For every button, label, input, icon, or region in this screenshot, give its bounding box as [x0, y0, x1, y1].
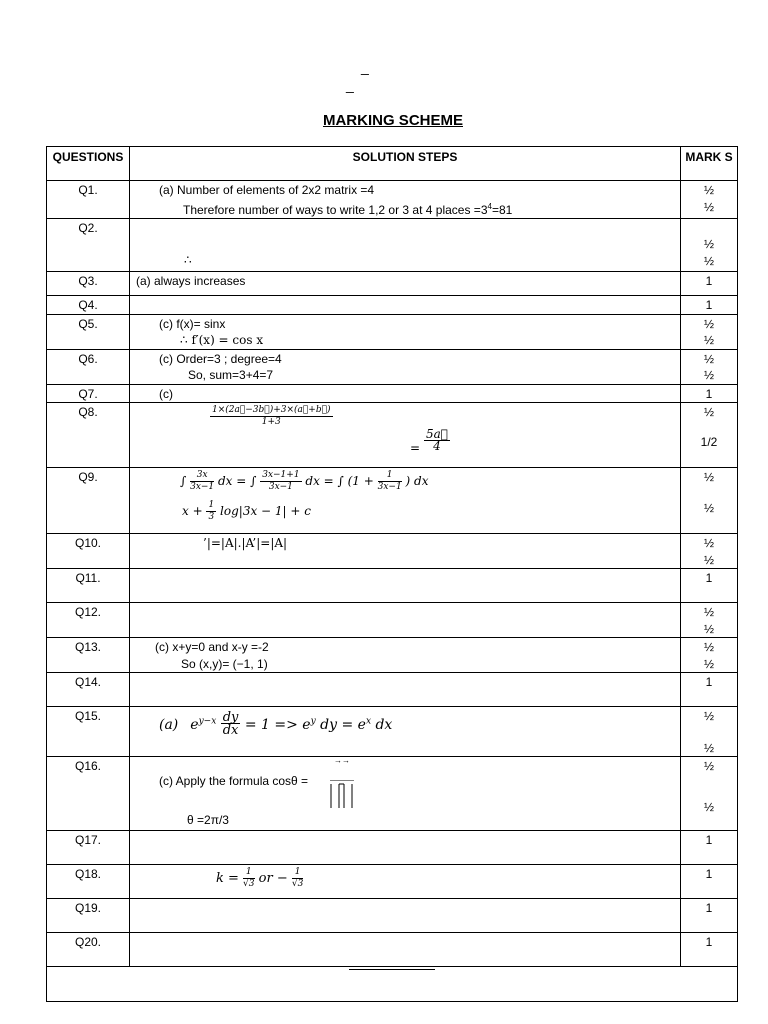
footer-rule	[349, 969, 435, 970]
marks-cell	[681, 296, 738, 315]
table-row	[47, 757, 738, 831]
mark: 1/2	[700, 434, 718, 449]
table-row	[47, 296, 738, 315]
math-text: dy = e	[320, 717, 366, 733]
fraction-numerator: 5a⃗	[426, 427, 448, 441]
solution-line	[159, 199, 680, 219]
marks-cell	[681, 534, 738, 569]
marks-cell	[681, 349, 738, 384]
mark: 1	[705, 833, 713, 847]
marks-cell	[681, 831, 738, 865]
mark: 1	[705, 935, 713, 949]
fraction-denominator: 4	[433, 439, 441, 453]
therefore-symbol: ∴	[184, 253, 192, 267]
solution-cell	[130, 865, 681, 899]
marks-cell	[681, 181, 738, 219]
vector-arrows: →→	[334, 756, 350, 765]
table-row	[47, 534, 738, 569]
table-header-row	[47, 147, 738, 181]
solution-cell	[130, 831, 681, 865]
marks-cell	[681, 603, 738, 638]
mark: 1	[705, 274, 713, 288]
solution-cell	[130, 707, 681, 757]
solution-cell	[130, 673, 681, 707]
math-text: log|3x − 1| + c	[220, 504, 311, 518]
question-number: Q16.	[47, 757, 130, 831]
question-number: Q4.	[47, 296, 130, 315]
question-number: Q10.	[47, 534, 130, 569]
mark: ½	[703, 740, 714, 755]
solution-cell	[130, 603, 681, 638]
fraction-numerator: 3x−1+1	[262, 470, 300, 480]
math-text: x +	[182, 504, 203, 518]
table-row	[47, 181, 738, 219]
page-title: MARKING SCHEME	[322, 112, 463, 129]
table-row	[47, 569, 738, 603]
solution-cell	[130, 403, 681, 468]
solution-cell	[130, 296, 681, 315]
mark: ½	[703, 605, 714, 619]
mark: ½	[703, 709, 714, 723]
question-number: Q17.	[47, 831, 130, 865]
col-header-marks: MARK S	[681, 147, 738, 181]
question-number: Q9.	[47, 468, 130, 534]
math-text: = 1 => e	[244, 717, 311, 733]
question-number: Q11.	[47, 569, 130, 603]
solution-cell	[130, 569, 681, 603]
table-row	[47, 603, 738, 638]
header-dash: _	[361, 59, 369, 75]
solution-cell	[130, 468, 681, 534]
question-number: Q14.	[47, 673, 130, 707]
fraction	[210, 405, 333, 428]
table-row	[47, 933, 738, 967]
solution-cell	[130, 638, 681, 673]
solution-cell	[130, 349, 681, 384]
fraction	[378, 470, 402, 493]
question-number: Q3.	[47, 272, 130, 296]
equals-sign: =	[410, 441, 421, 455]
math-text: dx	[375, 717, 393, 733]
question-number: Q1.	[47, 181, 130, 219]
fraction-numerator: 1	[243, 867, 254, 879]
solution-line: (c) x+y=0 and x-y =-2	[155, 640, 269, 654]
math-text: k =	[216, 871, 239, 886]
exponent: 4	[487, 201, 492, 211]
table-row	[47, 831, 738, 865]
fraction-denominator: 3x−1	[377, 482, 402, 492]
table-row	[47, 468, 738, 534]
marks-cell	[681, 219, 738, 272]
mark: 1	[705, 386, 713, 401]
marks-cell	[681, 403, 738, 468]
table-row	[47, 272, 738, 296]
solution-cell	[130, 272, 681, 296]
table-row	[47, 349, 738, 384]
mark: ½	[703, 500, 714, 515]
marks-cell	[681, 468, 738, 534]
solution-line: (a) Number of elements of 2x2 matrix =4	[159, 183, 375, 197]
fraction-numerator: 1	[378, 470, 402, 482]
integral-sign: ∫	[180, 474, 187, 488]
table-row	[47, 638, 738, 673]
marks-cell	[681, 638, 738, 673]
question-number: Q7.	[47, 384, 130, 403]
mark: ½	[703, 405, 714, 419]
mark: ½	[703, 237, 714, 251]
marks-cell	[681, 899, 738, 933]
solution-line: (c) f(x)= sinx	[159, 316, 226, 331]
solution-line: (c) Order=3 ; degree=4	[159, 351, 282, 366]
solution-cell	[130, 181, 681, 219]
marks-cell	[681, 933, 738, 967]
marks-cell	[681, 673, 738, 707]
question-number: Q20.	[47, 933, 130, 967]
marks-cell	[681, 272, 738, 296]
fraction-denominator: 1+3	[261, 417, 281, 427]
mark: ½	[703, 552, 714, 567]
solution-line: So (x,y)= (−1, 1)	[181, 656, 268, 671]
mark: 1	[705, 571, 713, 585]
table-row	[47, 384, 738, 403]
option-label: (a)	[159, 717, 179, 733]
mark: ½	[703, 199, 714, 214]
fraction-numerator: 1×(2a⃗−3b⃗)+3×(a⃗+b⃗)	[212, 405, 331, 415]
marking-scheme-table	[46, 146, 738, 1002]
mark: 1	[705, 298, 713, 312]
question-number: Q2.	[47, 219, 130, 272]
exponent: y−x	[198, 716, 217, 727]
mark: ½	[703, 316, 714, 331]
solution-text: =81	[491, 202, 513, 217]
mark: ½	[703, 656, 714, 671]
mark: ½	[703, 253, 714, 268]
fraction-numerator: 1	[208, 500, 215, 510]
mark: 1	[705, 675, 713, 689]
col-header-questions: QUESTIONS	[47, 147, 130, 181]
solution-line: (c)	[159, 386, 173, 401]
solution-text: Therefore number of ways to write 1,2 or 3 at 4 places =3	[183, 202, 488, 217]
fraction-denominator: 3x−1	[190, 482, 215, 492]
table-row	[47, 403, 738, 468]
mark: ½	[703, 183, 714, 197]
differential-equation	[159, 712, 392, 738]
k-expression	[216, 867, 303, 890]
math-text: dx = ∫ (1 +	[305, 474, 374, 488]
solution-line: So, sum=3+4=7	[188, 368, 274, 382]
formula-fraction-bar	[328, 780, 356, 810]
solution-line: (c) Apply the formula cosθ =	[159, 774, 309, 788]
question-number: Q18.	[47, 865, 130, 899]
question-number: Q15.	[47, 707, 130, 757]
table-row	[47, 865, 738, 899]
marks-cell	[681, 314, 738, 349]
solution-cell	[130, 384, 681, 403]
marks-cell	[681, 707, 738, 757]
solution-cell	[130, 534, 681, 569]
magnitude-bars-icon	[328, 780, 356, 810]
math-text: dx = ∫	[218, 474, 257, 488]
fraction	[221, 712, 241, 738]
marks-cell	[681, 384, 738, 403]
fraction-denominator: √3	[243, 879, 255, 889]
fraction	[292, 867, 303, 890]
solution-line: θ =2π/3	[187, 813, 229, 827]
mark: ½	[703, 368, 714, 382]
solution-cell	[130, 899, 681, 933]
marks-cell	[681, 865, 738, 899]
solution-cell	[130, 757, 681, 831]
mark: 1	[705, 867, 713, 881]
math-text: ) dx	[405, 474, 429, 488]
result-expression	[182, 500, 311, 523]
table-row	[47, 314, 738, 349]
question-number: Q8.	[47, 403, 130, 468]
fraction-denominator: 3x−1	[268, 482, 293, 492]
mark: ½	[703, 640, 714, 654]
fraction-numerator: 1	[292, 867, 303, 879]
mark: ½	[703, 333, 714, 347]
mark: 1	[705, 901, 713, 915]
marks-cell	[681, 757, 738, 831]
table-row	[47, 219, 738, 272]
mark: ½	[703, 799, 714, 814]
question-number: Q12.	[47, 603, 130, 638]
table-row	[47, 707, 738, 757]
fraction	[190, 470, 214, 493]
mark: ½	[703, 351, 714, 366]
solution-line: ’|=|A|.|A’|=|A|	[203, 536, 288, 550]
fraction	[424, 429, 450, 452]
math-text: e	[190, 717, 199, 733]
table-row	[47, 673, 738, 707]
question-number: Q19.	[47, 899, 130, 933]
col-header-solution: SOLUTION STEPS	[130, 147, 681, 181]
mark: ½	[703, 621, 714, 636]
mark: ½	[703, 536, 714, 550]
table-row	[47, 899, 738, 933]
solution-cell	[130, 219, 681, 272]
solution-cell	[130, 314, 681, 349]
fraction-denominator: √3	[291, 879, 304, 889]
mark: ½	[703, 759, 714, 773]
fraction-numerator: dy	[222, 710, 239, 725]
integral-expression	[180, 470, 428, 493]
fraction-numerator: 3x	[190, 470, 214, 482]
question-number: Q5.	[47, 314, 130, 349]
mark: ½	[703, 470, 714, 484]
solution-cell	[130, 933, 681, 967]
fraction	[206, 500, 216, 523]
fraction-denominator: dx	[222, 723, 239, 738]
exponent: x	[365, 716, 372, 727]
table-footer-row	[47, 967, 738, 1002]
fraction	[243, 867, 254, 890]
question-number: Q13.	[47, 638, 130, 673]
exponent: y	[310, 716, 316, 727]
solution-line: (a) always increases	[136, 274, 246, 288]
fraction-denominator: 3	[208, 512, 215, 522]
fraction	[260, 470, 301, 493]
header-dash: _	[346, 77, 354, 93]
footer-cell	[47, 967, 738, 1002]
math-text: or −	[258, 871, 288, 886]
question-number: Q6.	[47, 349, 130, 384]
marks-cell	[681, 569, 738, 603]
solution-line: ∴ f′(x) = cos x	[180, 333, 264, 347]
